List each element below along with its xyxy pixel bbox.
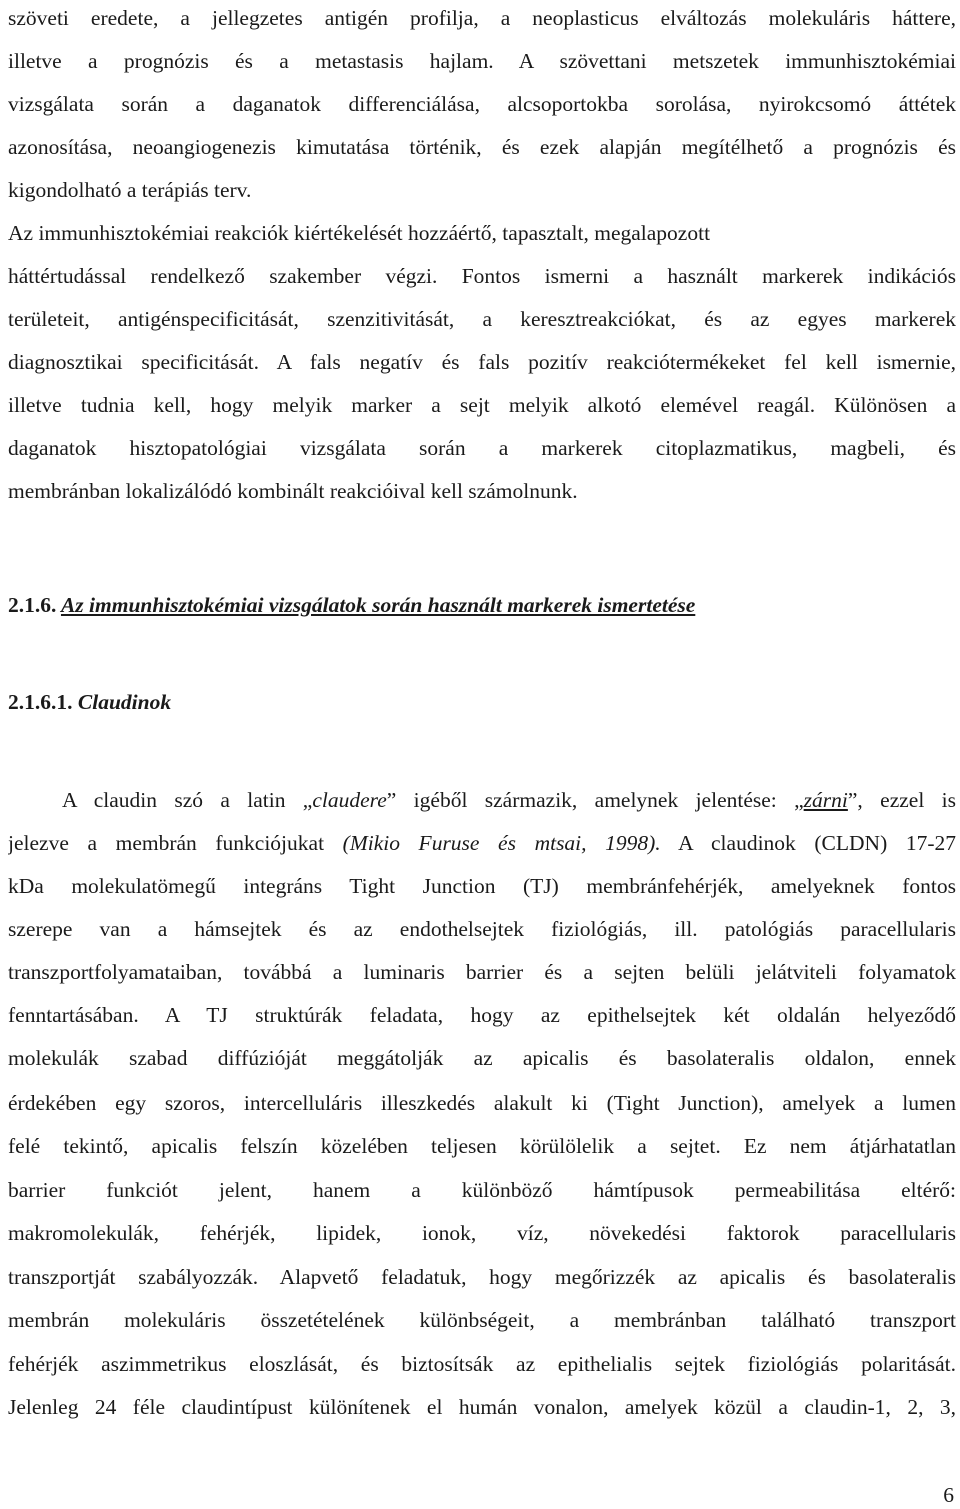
- text-line: kDa molekulatömegű integráns Tight Junction (TJ) membránfehérjék, amelyeknek fontos: [8, 874, 956, 898]
- text-line: membrán molekuláris összetételének különbségeit, a membránban található transzport: [8, 1308, 956, 1332]
- text-line: fehérjék aszimmetrikus eloszlását, és biztosítsák az epithelialis sejtek fiziológiás polaritását.: [8, 1352, 956, 1376]
- text-line: illetve tudnia kell, hogy melyik marker a sejt melyik alkotó elemével reagál. Különösen a: [8, 393, 956, 417]
- subsection-number: 2.1.6.1.: [8, 690, 73, 714]
- text-line: transzportfolyamataiban, továbbá a luminaris barrier és a sejten belüli jelátviteli folyamatok: [8, 960, 956, 984]
- text-line: szerepe van a hámsejtek és az endothelsejtek fiziológiás, ill. patológiás paracellularis: [8, 917, 956, 941]
- section-number: 2.1.6.: [8, 593, 57, 617]
- text-line: transzportját szabályozzák. Alapvető feladatuk, hogy megőrizzék az apicalis és basolateralis: [8, 1265, 956, 1289]
- citation: (Mikio Furuse és mtsai, 1998).: [342, 831, 661, 855]
- text-line: diagnosztikai specificitását. A fals negatív és fals pozitív reakciótermékeket fel kell ismernie,: [8, 350, 956, 374]
- text-run: A claudinok (CLDN) 17-27: [660, 831, 956, 855]
- text-line: Jelenleg 24 féle claudintípust különítenek el humán vonalon, amelyek közül a claudin-1, 2, 3,: [8, 1395, 956, 1419]
- text-line: [62, 785, 956, 815]
- text-line: Az immunhisztokémiai reakciók kiértékelését hozzáértő, tapasztalt, megalapozott: [8, 221, 711, 245]
- text-run: ” igéből származik, amelynek jelentése: „: [386, 788, 804, 812]
- subsection-heading: [8, 687, 956, 717]
- text-run: jelezve a membrán funkciójukat: [8, 831, 343, 855]
- text-line: területeit, antigénspecificitását, szenzitivitását, a keresztreakciókat, és az egyes markerek: [8, 307, 956, 331]
- latin-term: claudere: [312, 788, 387, 812]
- text-line: háttértudással rendelkező szakember végzi. Fontos ismerni a használt markerek indikációs: [8, 264, 956, 288]
- text-line: érdekében egy szoros, intercelluláris illeszkedés alakult ki (Tight Junction), amelyek a lumen: [8, 1091, 956, 1115]
- text-line: illetve a prognózis és a metastasis hajlam. A szövettani metszetek immunhisztokémiai: [8, 49, 956, 73]
- text-line: [8, 828, 956, 858]
- text-line: barrier funkciót jelent, hanem a különböző hámtípusok permeabilitása eltérő:: [8, 1178, 956, 1202]
- section-title: Az immunhisztokémiai vizsgálatok során használt markerek ismertetése: [60, 593, 696, 617]
- text-line: szöveti eredete, a jellegzetes antigén profilja, a neoplasticus elváltozás molekuláris háttere,: [8, 6, 956, 30]
- text-run: A claudin szó a latin „: [62, 788, 313, 812]
- text-line: daganatok hisztopatológiai vizsgálata során a markerek citoplazmatikus, magbeli, és: [8, 436, 956, 460]
- text-line: kigondolható a terápiás terv.: [8, 178, 252, 202]
- section-heading: [8, 590, 956, 620]
- subsection-title: Claudinok: [77, 690, 172, 714]
- latin-term: zárni: [803, 788, 848, 812]
- text-line: azonosítása, neoangiogenezis kimutatása történik, és ezek alapján megítélhető a prognózis és: [8, 135, 956, 159]
- text-line: molekulák szabad diffúzióját meggátolják az apicalis és basolateralis oldalon, ennek: [8, 1046, 956, 1070]
- text-line: felé tekintő, apicalis felszín közelében teljesen körülölelik a sejtet. Ez nem átjárhatatlan: [8, 1134, 956, 1158]
- text-run: ”, ezzel is: [847, 788, 956, 812]
- text-line: makromolekulák, fehérjék, lipidek, ionok, víz, növekedési faktorok paracellularis: [8, 1221, 956, 1245]
- text-line: vizsgálata során a daganatok differenciálása, alcsoportokba sorolása, nyirokcsomó áttétek: [8, 92, 956, 116]
- page-number: 6: [943, 1483, 954, 1507]
- text-line: membránban lokalizálódó kombinált reakcióival kell számolnunk.: [8, 479, 578, 503]
- text-line: fenntartásában. A TJ struktúrák feladata, hogy az epithelsejtek két oldalán helyeződő: [8, 1003, 956, 1027]
